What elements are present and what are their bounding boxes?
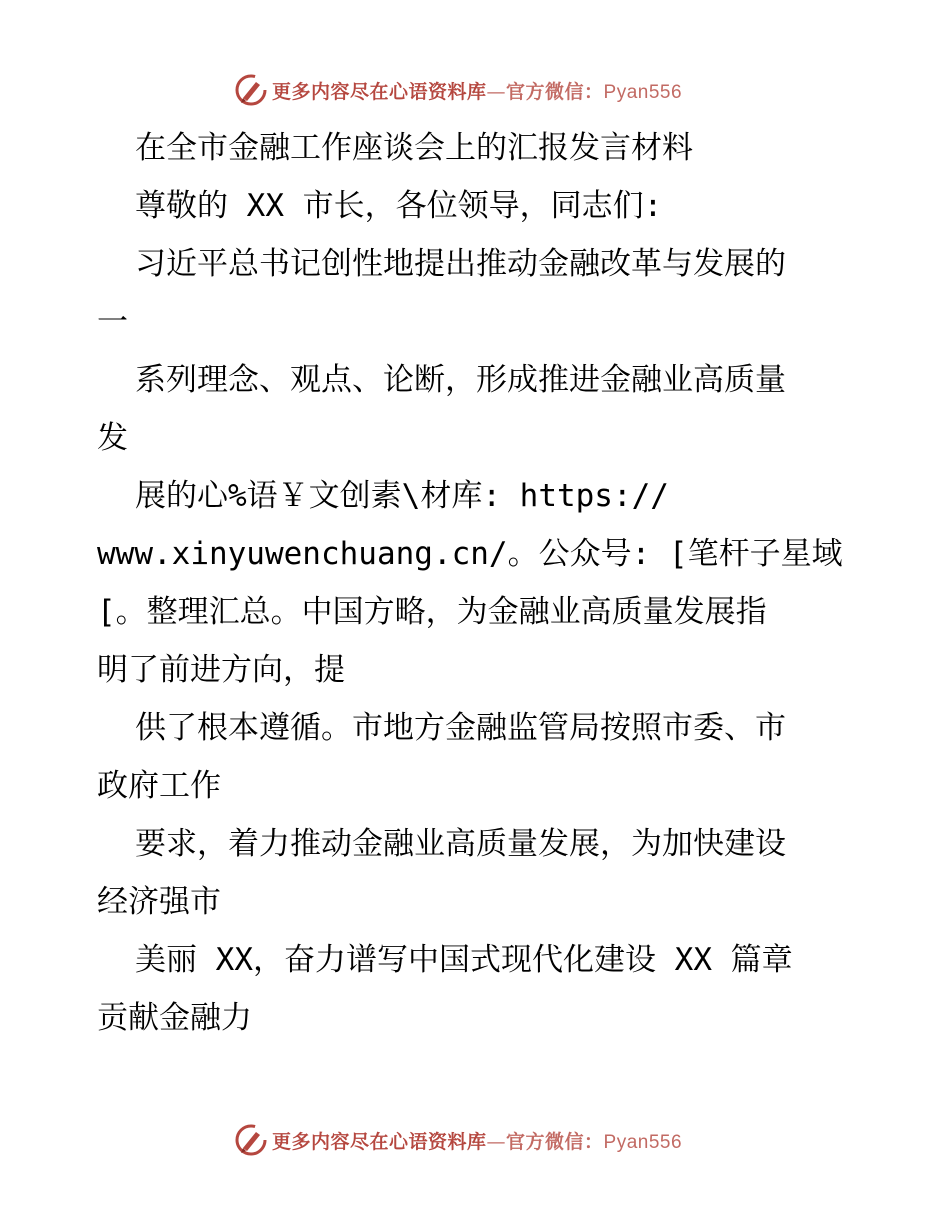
banner-prefix: 更多内容尽在心语资料库: [272, 80, 487, 103]
paragraph-line: 经济强市: [97, 884, 221, 920]
banner-prefix: 更多内容尽在心语资料库: [272, 1130, 487, 1153]
banner-separator: —: [486, 80, 507, 103]
header-watermark-banner: [234, 73, 682, 107]
paragraph-line: 要求，着力推动金融业高质量发展，为加快建设: [135, 826, 786, 862]
paragraph-line: 明了前进方向，提: [97, 652, 345, 688]
banner-text: [272, 1127, 682, 1154]
banner-wechat-id: Pyan556: [603, 1131, 683, 1153]
paragraph-line: www.xinyuwenchuang.cn/。公众号: [笔杆子星域: [97, 536, 843, 572]
banner-wechat-id: Pyan556: [603, 81, 683, 103]
paragraph-line: 美丽 XX，奋力谱写中国式现代化建设 XX 篇章: [135, 942, 793, 978]
pen-logo-icon: [234, 1123, 268, 1157]
pen-logo-icon: [234, 73, 268, 107]
paragraph-line: 贡献金融力: [97, 1000, 252, 1036]
footer-watermark-banner: [234, 1123, 682, 1157]
document-title: 在全市金融工作座谈会上的汇报发言材料: [135, 130, 693, 166]
banner-text: [272, 77, 682, 104]
paragraph-line: [。整理汇总。中国方略，为金融业高质量发展指: [97, 594, 767, 630]
paragraph-line: 习近平总书记创性地提出推动金融改革与发展的: [135, 246, 786, 282]
paragraph-line: 一: [97, 304, 128, 340]
banner-separator: —: [486, 1130, 507, 1153]
banner-wechat-label: 官方微信：: [506, 80, 604, 103]
paragraph-line: 发: [97, 420, 128, 456]
paragraph-line: 供了根本遵循。市地方金融监管局按照市委、市: [135, 710, 786, 746]
banner-wechat-label: 官方微信：: [506, 1130, 604, 1153]
paragraph-line: 展的心%语￥文创素\材库: https://: [135, 478, 669, 514]
paragraph-line: 政府工作: [97, 768, 221, 804]
paragraph-line: 系列理念、观点、论断，形成推进金融业高质量: [135, 362, 786, 398]
salutation-line: 尊敬的 XX 市长，各位领导，同志们:: [135, 188, 663, 224]
